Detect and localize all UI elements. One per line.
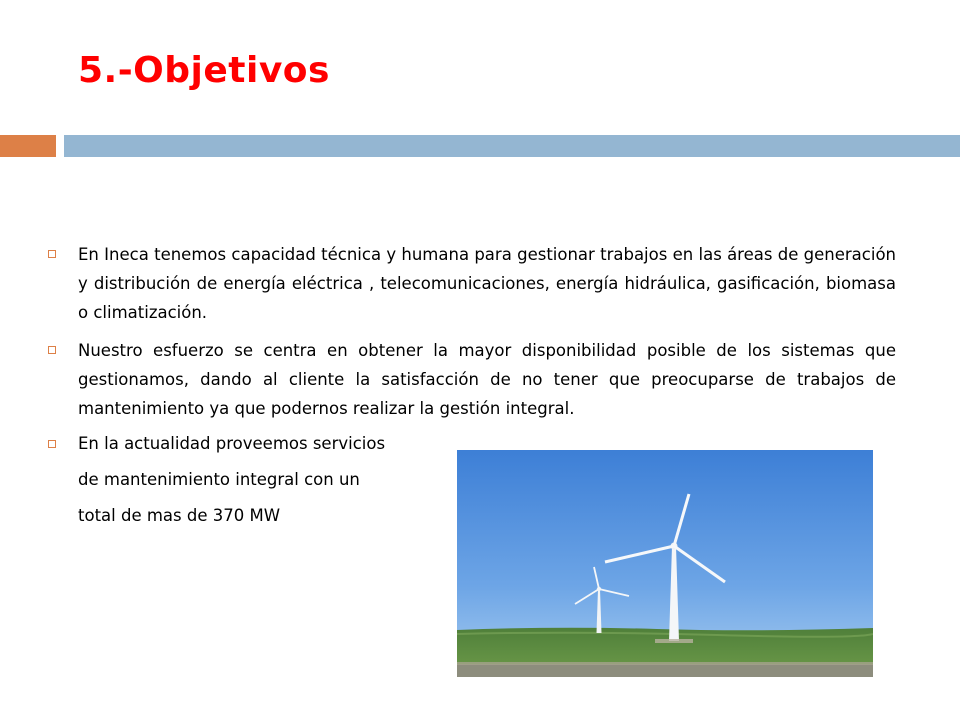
bullet-line: total de mas de 370 MW — [78, 506, 281, 525]
square-bullet-icon — [48, 346, 56, 354]
slide-title: 5.-Objetivos — [78, 50, 330, 91]
bullet-item — [46, 336, 896, 423]
bullet-text: En Ineca tenemos capacidad técnica y humana para gestionar trabajos en las áreas de generación y distribución de energía eléctrica , telecomunicaciones, energía hidráulica, gasificación, biomasa o climatización. — [78, 245, 896, 322]
bullet-item — [46, 240, 896, 327]
accent-bar-blue — [64, 135, 960, 157]
accent-bar-orange — [0, 135, 56, 157]
bullet-item — [46, 426, 488, 534]
bullet-line: de mantenimiento integral con un — [78, 470, 360, 489]
wind-turbines-photo — [457, 450, 873, 677]
bullet-line: En la actualidad proveemos servicios — [78, 434, 386, 453]
square-bullet-icon — [48, 250, 56, 258]
bullet-text: Nuestro esfuerzo se centra en obtener la mayor disponibilidad posible de los sistemas que gestionamos, dando al cliente la satisfacción de no tener que preocuparse de trabajos de mantenimiento ya que podernos realizar la gestión integral. — [78, 341, 896, 418]
square-bullet-icon — [48, 440, 56, 448]
